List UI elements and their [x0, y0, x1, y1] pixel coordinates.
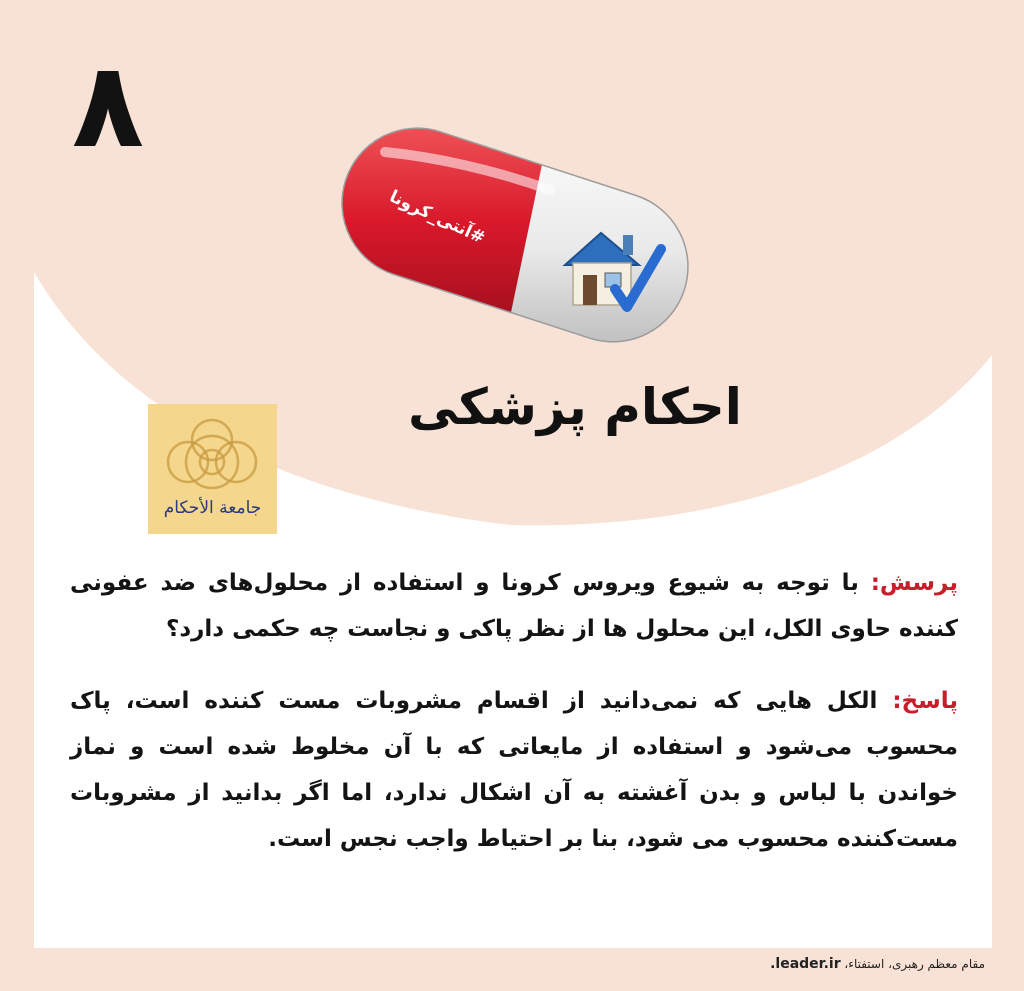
publisher-logo: [148, 404, 277, 534]
answer-text: الکل هایی که نمی‌دانید از اقسام مشروبات مست کننده است، پاک محسوب می‌شود و استفاده از مایعاتی که با آن مخلوط شده است و نماز خواندن با لباس و بدن آغشته به آن اشکال ندارد، اما اگر بدانید از مشروبات مست‌کننده محسوب می شود، بنا بر احتیاط واجب نجس است.: [70, 688, 958, 852]
question-text: با توجه به شیوع ویروس کرونا و استفاده از محلول‌های ضد عفونی کننده حاوی الکل، این محلول ها از نظر پاکی و نجاست چه حکمی دارد؟: [70, 570, 958, 642]
answer-paragraph: [70, 678, 958, 862]
pill-graphic: [325, 112, 705, 360]
question-paragraph: [70, 560, 958, 652]
ornament-icon: [148, 404, 277, 504]
question-label: پرسش:: [870, 570, 958, 596]
source-footer: [640, 956, 985, 972]
pill-hashtag: #آنتی_کرونا: [386, 186, 488, 249]
footer-source: مقام معظم رهبری، استفتاء،: [844, 957, 985, 971]
answer-label: پاسخ:: [892, 688, 958, 714]
publisher-logo-text: جامعة الأحکام: [163, 498, 262, 518]
card-title: احکام پزشکی: [408, 378, 742, 436]
qa-content: [70, 560, 958, 862]
footer-site: leader.ir.: [770, 956, 841, 972]
card-number: ۸: [71, 36, 145, 174]
